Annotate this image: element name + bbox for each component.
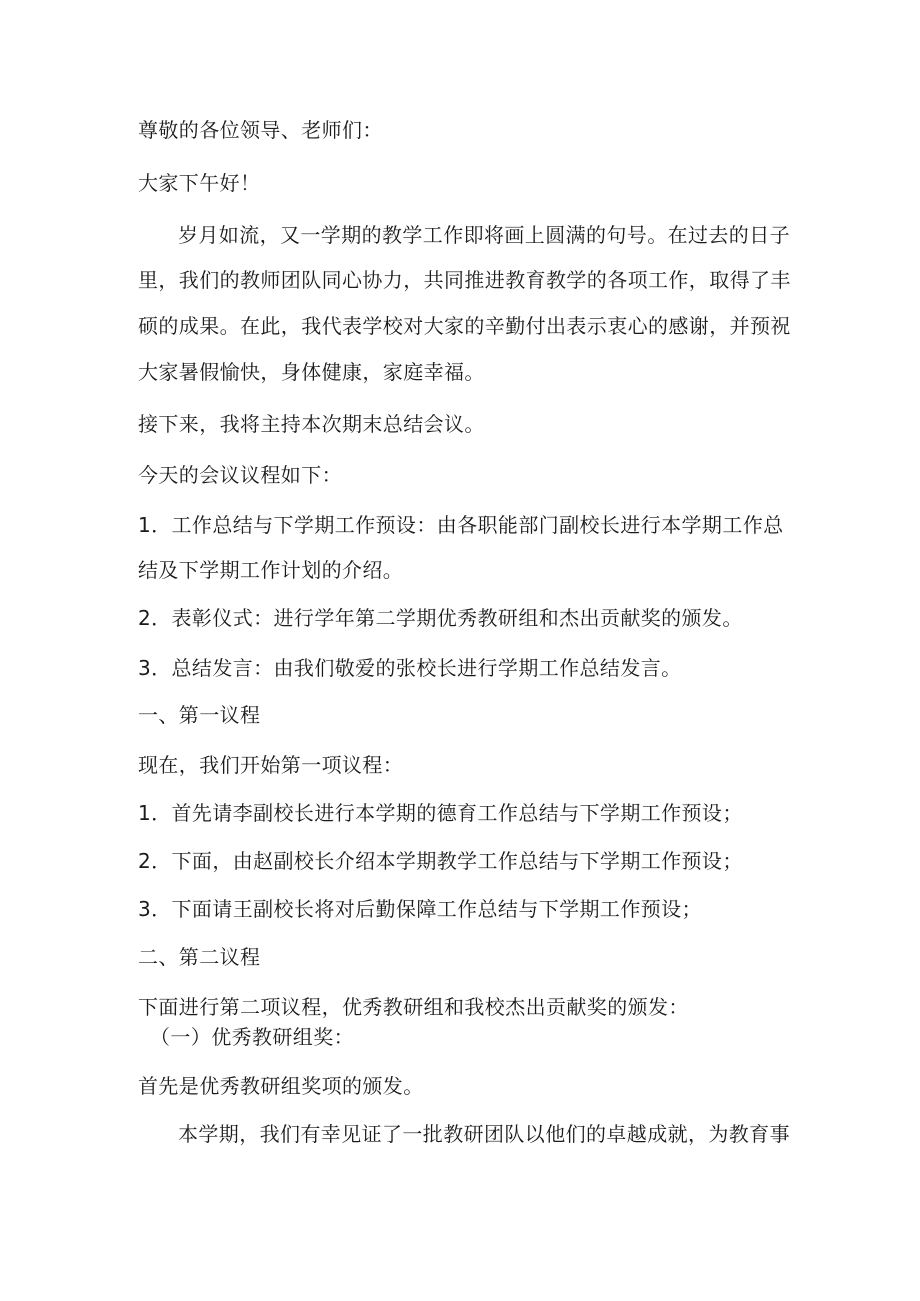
host-line: 接下来，我将主持本次期末总结会议。 xyxy=(138,412,485,436)
intro-paragraph-line: 硕的成果。在此，我代表学校对大家的辛勤付出表示衷心的感谢，并预祝 xyxy=(138,314,791,338)
agenda-item: 3．总结发言：由我们敬爱的张校长进行学期工作总结发言。 xyxy=(138,656,682,680)
closing-paragraph-line: 本学期，我们有幸见证了一批教研团队以他们的卓越成就，为教育事 xyxy=(178,1122,790,1146)
section-intro: 下面进行第二项议程，优秀教研组和我校杰出贡献奖的颁发： xyxy=(138,995,689,1019)
section-intro: 现在，我们开始第一项议程： xyxy=(138,753,404,777)
intro-paragraph-line: 大家暑假愉快，身体健康，家庭幸福。 xyxy=(138,360,485,384)
intro-paragraph-line: 里，我们的教师团队同心协力，共同推进教育教学的各项工作，取得了丰 xyxy=(138,268,791,292)
subsection-title: （一）优秀教研组奖： xyxy=(150,1025,354,1049)
section-item: 1．首先请李副校长进行本学期的德育工作总结与下学期工作预设； xyxy=(138,801,743,825)
salutation: 大家下午好！ xyxy=(138,171,261,195)
subsection-intro: 首先是优秀教研组奖项的颁发。 xyxy=(138,1074,424,1098)
intro-paragraph-line: 岁月如流，又一学期的教学工作即将画上圆满的句号。在过去的日子 xyxy=(178,223,790,247)
section-item: 3．下面请王副校长将对后勤保障工作总结与下学期工作预设； xyxy=(138,897,702,921)
agenda-intro: 今天的会议议程如下： xyxy=(138,463,342,487)
agenda-item: 1．工作总结与下学期工作预设：由各职能部门副校长进行本学期工作总 xyxy=(138,513,784,537)
agenda-item-continued: 结及下学期工作计划的介绍。 xyxy=(138,558,404,582)
section-item: 2．下面，由赵副校长介绍本学期教学工作总结与下学期工作预设； xyxy=(138,849,743,873)
agenda-item: 2．表彰仪式：进行学年第二学期优秀教研组和杰出贡献奖的颁发。 xyxy=(138,606,743,630)
greeting: 尊敬的各位领导、老师们： xyxy=(138,118,383,142)
section-title: 二、第二议程 xyxy=(138,945,261,969)
section-title: 一、第一议程 xyxy=(138,703,261,727)
